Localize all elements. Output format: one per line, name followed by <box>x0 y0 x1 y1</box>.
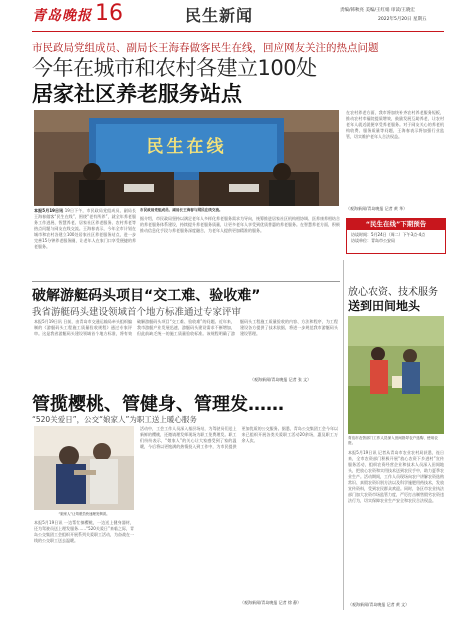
section-divider <box>32 281 340 282</box>
notice-title: “民生在线”下期预告 <box>347 219 445 230</box>
story3-byline: （观海新闻/青岛晚报 记者 徐 静） <box>240 600 302 605</box>
lead-body-col3: 在农村养老方面，我市将加快补齐农村养老服务短板，推动农村幸福院提质增效，鼓励发展互助养老，让农村老年人就近就便享受养老服务。对于网友关心的养老机构收费、服务质量等问题，王海春表示将加强行业监管，切实维护老年人合法权益。 <box>346 110 444 139</box>
notice-time-value: 5月24日（周二）下午3点-4点 <box>371 232 426 237</box>
lead-headline-line1: 今年在城市和农村各建立100处 <box>32 56 317 80</box>
editor-line: 责编/韩秋亮 美编/王红娟 审读/王晓宏 <box>340 8 415 13</box>
screen-banner-text: 民生在线 <box>146 137 227 157</box>
story2-byline: （观海新闻/青岛晚报 记者 张 文） <box>250 377 312 382</box>
lead-photo <box>34 110 339 206</box>
notice-unit-value: 青岛市公安局 <box>371 238 395 243</box>
story3-photo <box>34 426 134 510</box>
notice-box <box>346 218 446 254</box>
story4-photo-caption: 青岛市农资部门工作人员深入田间指导农户选购、使用农资。 <box>348 436 438 445</box>
story4-body: 本报5月19日讯 记者从青岛市农业农村局获悉，连日来，全市农资部门积极开展“放心农资下乡进村”宣传服务活动，组织农资经营企业和技术人员深入田间地头，把放心农资和实用技术送到农民手中，助力夏季农业生产。活动期间，工作人员现场向农户讲解农资选购常识、真假农资识别方法以及科学施肥用药技术，发放宣传资料，受到农民群众欢迎。同时，各区市农业执法部门加大农资市场监管力度，严厉打击制售假劣农资违法行为，切实保障农业生产安全和农民合法权益。 <box>348 450 444 503</box>
lead-intro: 19日下午，市民政局党组成员、副局长王海春做客“民生在线”，围绕“老有所养”，就全年养老服务工作进展、智慧养老、居家社区养老服务、农村养老等热点问题与网友在线交流。王海春表示，今年全市计划在城市和农村各建立100处居家社区养老服务站点，进一步完善15分钟养老服务圈，让老年人在家门口享受便捷的养老服务。 <box>34 208 136 249</box>
column-divider <box>343 260 344 610</box>
notice-time-label: 访谈时间： <box>351 232 371 237</box>
lead-photo-caption: 市民政局党组成员、副局长王海春与网民在线交流。 <box>140 208 223 212</box>
story4-headline-line2: 送到田间地头 <box>348 299 421 313</box>
lead-byline: （观海新闻/青岛晚报 记者 黄 华） <box>346 206 408 211</box>
lead-dateline: 本报5月19日讯 <box>34 208 64 213</box>
lead-body-col1 <box>34 208 136 278</box>
story4-photo <box>348 316 444 434</box>
page-number: 16 <box>95 1 123 26</box>
story2-subhead: 我省游艇码头建设领域首个地方标准通过专家评审 <box>32 307 242 318</box>
story4-headline-line1: 放心农资、技术服务 <box>348 287 438 298</box>
story2-body: 本报5月19日讯 日前，由青岛市交通运输局牵头组织编制的《游艇码头工程施工质量验收规程》通过专家评审。这是我省游艇码头建设领域首个地方标准，将有效破解游艇码头项目“交工难、验收难”的问题。近年来，我市游艇产业发展迅速，游艇码头建设需求不断增加，但此前缺乏统一的施工质量验收标准。该规程明确了游艇码头工程施工质量验收的内容、方法和程序，为工程建设各方提供了技术依据，将进一步规范我市游艇码头建设管理。 <box>34 319 338 336</box>
story3-subhead: “520关爱日”，公交“娘家人”为职工送上暖心服务 <box>32 415 197 424</box>
lead-kicker: 市民政局党组成员、副局长王海春做客民生在线，回应网友关注的热点问题 <box>32 42 379 54</box>
lead-headline-line2: 居家社区养老服务站点 <box>32 82 242 106</box>
story4-byline: （观海新闻/青岛晚报 记者 黄 文） <box>348 602 410 607</box>
masthead-rule <box>32 31 444 32</box>
lead-body-col2: 据介绍，市民政局坚持以满足老年人多样化养老服务需求为导向，统筹推进居家社区机构相协调、医养康养相结合的养老服务体系建设，持续提升养老服务质量，让更多老年人享受到优质普惠的养老服务。在智慧养老方面，积极推动信息化手段与养老服务深度融合，为老年人提供更加精准的服务。 <box>140 216 340 233</box>
masthead <box>0 0 475 38</box>
notice-unit-row <box>351 238 441 244</box>
story3-photo-caption: “娘家人”让驾驶员快速理发剃须。 <box>58 512 110 516</box>
newspaper-logo: 青岛晚报 <box>32 8 92 24</box>
story3-body-right: 活动中，工会工作人员深入基层场站，为驾驶员们送上新鲜的樱桃，还邀请理发师现场为职工免费理发。职工们纷纷表示，“娘家人”的关心让大家感受到了家的温暖，今后将以更饱满的热情投入到工作中，为市民提供更加优质的公交服务。据悉，青岛公交集团工会今年以来已组织开展各类关爱职工活动20余场，惠及职工万余人次。 <box>140 426 338 449</box>
story3-headline: 管揽樱桃、管健身、管理发…… <box>32 394 284 415</box>
section-title: 民生新闻 <box>185 6 254 25</box>
issue-date: 2022年5月20日 星期五 <box>378 17 427 22</box>
story3-body-left: 本报5月19日讯 一边帮忙摘樱桃，一边送上健身器材，还为驾驶员送上理发服务……“520关爱日”来临之际，青岛公交集团工会组织开展系列关爱职工活动，为奋战在一线的公交职工送去温暖。 <box>34 520 134 543</box>
story2-headline: 破解游艇码头项目“交工难、验收难” <box>32 288 261 304</box>
notice-unit-label: 访谈单位： <box>351 238 371 243</box>
